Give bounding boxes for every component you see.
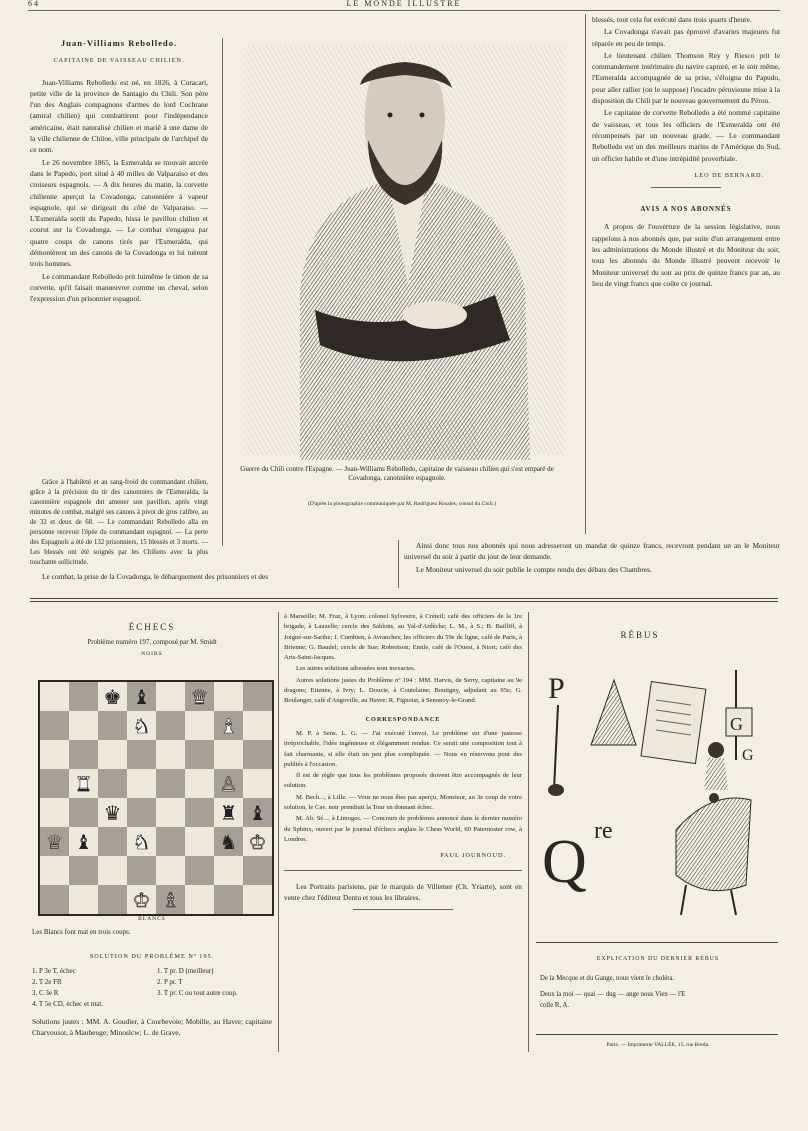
chess-square — [69, 711, 98, 740]
left-article — [30, 38, 208, 306]
chess-square — [98, 711, 127, 740]
correspondence-title: CORRESPONDANCE — [365, 715, 441, 723]
chess-square — [185, 885, 214, 914]
chess-square — [243, 769, 272, 798]
chess-square — [40, 885, 69, 914]
chess-square — [40, 798, 69, 827]
chess-square — [243, 740, 272, 769]
chess-correspondence — [284, 612, 522, 916]
book-advert: Les Portraits parisiens, par le marquis de Villemer (Ch. Yriarte), sont en vente chez l'éditeur Dentu et tous les libraires. — [284, 881, 522, 902]
chess-square — [40, 856, 69, 885]
correspondence-paragraph: M. Bech..., à Lille. — Vous ne nous êtes pas aperçu, Monsieur, au 3e coup de votre solution, le Cav. noir prendrait la Tour en donnant échec. — [284, 793, 522, 812]
solvers-more: Autres solutions justes du Problème nº 194 : MM. Harvis, de Serry, capitaine au 9e dragons; Etienne, à Ivry; L. Douzie, à Coutelaine; Boutigny, adjudant au 95e; G. Boulanger, café d'Angoville, au Havre; R. Fignoist, à Senonoy-le-Grand. — [284, 676, 522, 705]
article-subtitle: CAPITAINE DE VAISSEAU CHILIEN. — [53, 57, 185, 65]
chess-square — [40, 682, 69, 711]
chess-square — [185, 740, 214, 769]
chess-square — [98, 885, 127, 914]
chess-square — [185, 769, 214, 798]
column-divider — [585, 14, 586, 534]
chess-piece: ♝ — [219, 713, 238, 738]
left-article-wide — [30, 478, 208, 569]
chess-square — [156, 769, 185, 798]
column-divider — [278, 612, 279, 1052]
chess-square — [185, 682, 214, 711]
chess-square — [243, 856, 272, 885]
chess-piece: ♝ — [74, 829, 93, 854]
solution-move: 4. T 5e CD, échec et mat. — [32, 999, 104, 1008]
correspondence-signature: PAUL JOURNOUD. — [440, 852, 506, 860]
chess-square — [127, 885, 156, 914]
chess-square — [214, 711, 243, 740]
chess-square — [40, 711, 69, 740]
chess-section — [32, 622, 272, 660]
chess-piece: ♝ — [248, 800, 267, 825]
chess-piece: ♛ — [190, 684, 209, 709]
solution-move: 3. C 3e R — [32, 988, 59, 997]
chess-square — [156, 682, 185, 711]
chess-piece: ♝ — [132, 684, 151, 709]
chess-square — [185, 711, 214, 740]
chess-square — [69, 856, 98, 885]
chess-square — [98, 827, 127, 856]
divider — [353, 909, 453, 910]
chess-square — [40, 827, 69, 856]
portrait-engraving — [240, 40, 570, 460]
chess-section-lower — [32, 914, 272, 1039]
chess-square — [243, 798, 272, 827]
chess-problem: Problème numéro 197, composé par M. Smidt — [87, 638, 217, 647]
chess-square — [127, 682, 156, 711]
chess-square — [214, 682, 243, 711]
rebus-explanation — [540, 954, 776, 1012]
chess-noirs: NOIRS — [141, 650, 163, 657]
chess-square — [243, 682, 272, 711]
chess-square — [40, 769, 69, 798]
notice-paragraph: Ainsi donc tous nos abonnés qui nous adresseront un mandat de quinze francs, recevront pendant un an le Moniteur universel du soir à partir du jour de leur demande. — [404, 541, 780, 562]
chess-square — [156, 856, 185, 885]
article-paragraph: Juan-Villiams Rebolledo est né, en 1826, à Coracari, petite ville de la province de Santagio du Chili. Son père l'un des Anglais compagnons d'armes de lord Cochrane (amiral chilien) qui combattirent pour l'indépendance américaine, était naturalisé chilien et marié à une dame de la ville chilienne de Chiloe, ville principale de l'archipel de ce nom. — [30, 77, 208, 155]
notice-title: AVIS A NOS ABONNÉS — [640, 205, 732, 214]
chess-square — [185, 798, 214, 827]
article-paragraph: Le capitaine de corvette Rebolledo a été nommé capitaine de vaisseau, et tous les officiers de l'Esmeralda ont été récompensés par un nouveau grade. — Le commandant Rebolledo est un des meilleurs marins de l'Amérique du Sud, un officier habile et d'une intrépidité proverbiale. — [592, 108, 780, 163]
chess-square — [69, 769, 98, 798]
solution-black — [157, 966, 272, 1010]
running-header — [28, 0, 780, 11]
correspondence-paragraph: M. Ab. Sé..., à Limoges. — Concours de problèmes annoncé dans le dernier numéro du Sphinx, ouvert par le journal d'échecs anglais le Chess World, 60 Paternoster row, à Londres. — [284, 815, 522, 843]
solution-table — [32, 966, 272, 1010]
column-divider — [528, 612, 529, 1052]
rebus-suffix: re — [594, 818, 613, 844]
column-divider — [222, 38, 223, 546]
rebus-letter-g: G — [730, 714, 743, 734]
rebus-divider — [536, 1034, 778, 1035]
right-article — [592, 14, 780, 290]
solvers-continued: à Marseille; M. Fraz, à Lyon; colonel Sylvestre, à Créteil; café des officiers de la 1re brigade, à Lauzelle; cercle des Sablons, au Val-d'Ardèche; L. M., à S.; B. Bailliff, à Joigné-sur-Sarthe; J. Cumbien, à Avranches; les officiers du 59e de ligne, café de Paris, à Brienne; G. Baudel; cercle de Sue; Robertson; Emile, café de l'Ouest, à Niort; café des Arts-Saint-Jacques. — [284, 613, 522, 662]
chess-square — [214, 856, 243, 885]
chess-piece: ♜ — [219, 800, 238, 825]
explanation-line: Deux la moi — quai — dug — ange nous Vien — l'E — [540, 991, 686, 998]
chess-piece: ♜ — [74, 771, 93, 796]
chess-square — [40, 740, 69, 769]
solution-title: SOLUTION DU PROBLÈME Nº 195. — [89, 952, 215, 960]
rebus-letter-q: Q — [542, 828, 587, 896]
bottom-text — [404, 540, 780, 576]
article-title: Juan-Villiams Rebolledo. — [60, 38, 178, 48]
page-number: 64 — [28, 0, 40, 8]
rebus-letter-p: P — [548, 672, 565, 705]
solvers-note: Les autres solutions adressées sont inexactes. — [296, 665, 416, 673]
divider — [284, 870, 522, 871]
chess-square — [243, 885, 272, 914]
solution-move: 1. P 3e T, échec — [32, 966, 76, 975]
chess-tagline: Les Blancs font mat en trois coups. — [32, 928, 131, 937]
article-paragraph: Le 26 novembre 1865, la Esmeralda se trouvait ancrée dans le Papedo, port situé à 40 milles de Valparaiso et des croiseurs espagnols. — A dix heures du matin, la corvette chilienne aperçut la Covadonga, canonnière à vapeur espagnole, qui se dirigeait du côté de Valparaiso. — L'Esmeralda sortit du Papedo, hissa le pavillon chilien et courut sur la Covadonga. — Le combat s'engagea par quatre coups de canons tirés par l'Esmeralda, qui démontèrent un des canons de la Covadonga et lui tuèrent trois hommes. — [30, 157, 208, 269]
chess-piece: ♞ — [132, 829, 151, 854]
chess-square — [214, 740, 243, 769]
portrait-credit: (D'après la photographie communiquée par M. Rodriguez Rosales, consul du Chili.) — [307, 501, 497, 507]
chess-square — [156, 885, 185, 914]
chess-square — [214, 827, 243, 856]
chess-square — [243, 711, 272, 740]
chess-piece: ♔ — [132, 887, 151, 912]
explanation-title: EXPLICATION DU DERNIER RÉBUS — [596, 956, 720, 962]
chess-square — [98, 798, 127, 827]
chess-square — [127, 856, 156, 885]
chess-square — [214, 769, 243, 798]
chess-square — [98, 769, 127, 798]
chess-square — [127, 827, 156, 856]
article-paragraph: Le commandant Rebolledo prit luimême le timon de sa corvette, qu'il faisait manœuvrer comme un cheval, selon l'expression d'un prisonnier espagnol. — [30, 271, 208, 304]
article-paragraph: blessés, tout cela fut exécuté dans trois quarts d'heure. — [592, 15, 752, 24]
chess-square — [214, 885, 243, 914]
rebus-letter-g2: G — [742, 747, 754, 764]
chess-square — [127, 798, 156, 827]
chess-square — [185, 856, 214, 885]
article-paragraph: La Covadonga n'avait pas éprouvé d'avaries majeures fut réparée en peu de temps. — [592, 27, 780, 48]
rebus-illustration — [536, 650, 776, 930]
article-signature: LEO DE BERNARD. — [694, 171, 764, 179]
chess-square — [156, 740, 185, 769]
correspondence-paragraph: Il est de règle que tous les problèmes proposés doivent être accompagnés de leur solution. — [284, 772, 522, 790]
solution-move: 1. T pr. D (meilleur) — [157, 966, 214, 975]
notice-paragraph: A propos de l'ouverture de la session législative, nous rappelons à nos abonnés que, par suite d'un arrangement entre les administrations du Monde illustré et du Moniteur du soir, tous les abonnés du Monde illustré peuvent recevoir le Moniteur universel du soir au prix de quinze francs par an, au lieu de vingt francs que coûte ce journal. — [592, 222, 780, 288]
chess-title: ÉCHECS — [128, 622, 176, 632]
chess-square — [156, 798, 185, 827]
chess-blancs: BLANCS — [138, 916, 166, 922]
chess-piece: ♙ — [219, 771, 238, 796]
section-divider — [30, 598, 778, 599]
solution-move: 2. P pr. T — [157, 977, 183, 986]
rebus-divider — [536, 942, 778, 943]
chess-square — [69, 885, 98, 914]
chess-square — [185, 827, 214, 856]
chess-piece: ♗ — [161, 887, 180, 912]
chess-square — [69, 682, 98, 711]
correspondence-paragraph: M. P. à Sens. L. G. — J'ai exécuté l'envoi. Le problème est d'une justesse irréprochable, l'idée ingénieuse et élégamment rendue. Ce serait une composition tout à fait charmante, si elle était un peu plus compliquée. — Nous en réservons pour des publiés à l'occasion. — [284, 729, 522, 768]
chess-square — [156, 711, 185, 740]
chess-square — [69, 798, 98, 827]
article-paragraph: Le combat, la prise de la Covadonga, le débarquement des prisonniers et des — [42, 572, 269, 581]
article-paragraph: Le lieutenant chilien Thomson Rey y Riesco prit le commandement intérimaire du navire capturé, et le soir même, l'Esmeralda accompagnée de sa prise, s'éloigna du Papudo, pour aller rallier (on le suppose) l'escadre péruvienne mise à la disposition du Chili par le nouveau gouvernement du Pérou. — [592, 50, 780, 106]
divider — [651, 187, 721, 188]
solution-move: 3. T pr. C ou tout autre coup. — [157, 988, 238, 997]
chess-square — [98, 740, 127, 769]
chess-square — [127, 740, 156, 769]
chess-square — [98, 682, 127, 711]
rebus-title: RÉBUS — [620, 630, 660, 640]
chess-piece: ♕ — [45, 829, 64, 854]
chess-piece: ♛ — [103, 800, 122, 825]
journal-title: LE MONDE ILLUSTRÉ — [346, 0, 462, 8]
solution-move: 2. T 2e FR — [32, 977, 62, 986]
chess-square — [127, 711, 156, 740]
solution-white — [32, 966, 152, 1010]
column-divider — [398, 540, 399, 588]
article-paragraph: Grâce à l'habileté et au sang-froid du commandant chilien, grâce à la précision du tir des canonniers de l'Esmeralda, la canonnière espagnole dut amener son pavillon, après vingt minutes de combat, malgré ses canons à pivot de gros calibre, au de 32 et deux de 68. — Le commandant Rebolledo alla en personne recevoir l'épée du commandant espagnol. — La perte des Espagnols a été de 132 prisonniers, 15 blessés et 3 morts. — Les blessés ont été soignés par les Chiliens avec la plus touchante sollicitude. — [30, 479, 208, 566]
chess-piece: ♞ — [219, 829, 238, 854]
chess-piece: ♞ — [132, 713, 151, 738]
chess-piece: ♔ — [248, 829, 267, 854]
chess-square — [98, 856, 127, 885]
explanation-line: colle R, A. — [540, 1002, 570, 1009]
chess-square — [243, 827, 272, 856]
portrait-caption: Guerre du Chili contre l'Espagne. — Juan-Williams Rebolledo, capitaine de vaisseau chilien qui s'est emparé de Covadonga, canonnière espagnole. — [240, 465, 554, 482]
chess-board — [38, 680, 274, 916]
notice-paragraph: Le Moniteur universel du soir publie le compte rendu des débats des Chambres. — [416, 564, 652, 574]
printer-line: Paris. — Imprimerie VALLÉE, 15, rue Breda. — [606, 1042, 710, 1048]
chess-square — [156, 827, 185, 856]
chess-square — [69, 740, 98, 769]
explanation-line: De la Mecque et du Gange, nous vient le choléra. — [540, 975, 675, 982]
chess-square — [214, 798, 243, 827]
left-article-end — [30, 571, 395, 583]
section-divider — [30, 601, 778, 602]
solvers-list: Solutions justes : MM. A. Goudier, à Courbevoie; Mobille, au Havre; capitaine Charvousot, à Maubeuge; Minoslcw; L. de Grave, — [32, 1016, 272, 1038]
chess-square — [127, 769, 156, 798]
chess-piece: ♚ — [103, 684, 122, 709]
chess-square — [69, 827, 98, 856]
